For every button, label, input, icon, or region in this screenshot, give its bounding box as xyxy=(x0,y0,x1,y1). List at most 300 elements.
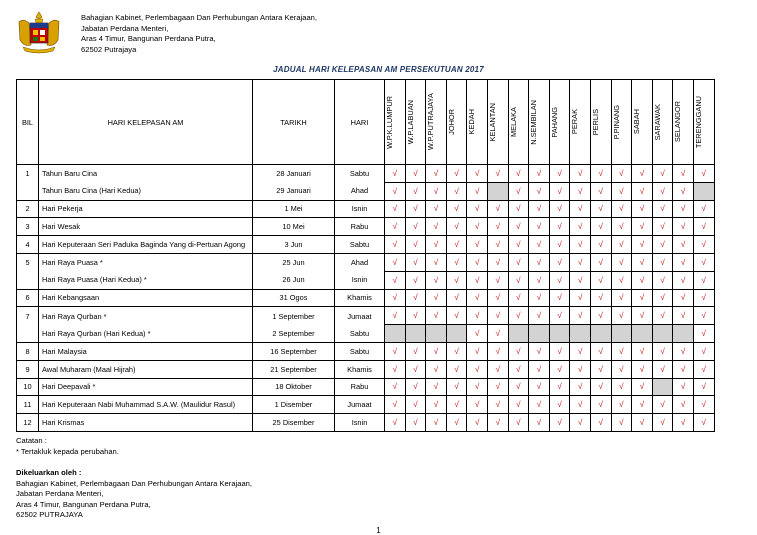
check-mark: √ xyxy=(652,165,673,183)
check-mark: √ xyxy=(611,414,632,432)
check-mark: √ xyxy=(632,414,653,432)
check-mark: √ xyxy=(529,378,550,396)
state-name: P.PINANG xyxy=(611,104,621,140)
check-mark: √ xyxy=(487,289,508,307)
check-mark: √ xyxy=(673,236,694,254)
state-name: PERAK xyxy=(570,109,580,135)
check-mark: √ xyxy=(570,307,591,325)
check-mark: √ xyxy=(673,396,694,414)
check-mark: √ xyxy=(632,289,653,307)
column-header-state xyxy=(529,80,550,165)
column-header-holiday: HARI KELEPASAN AM xyxy=(39,80,253,165)
check-mark: √ xyxy=(405,200,426,218)
grey-cell xyxy=(508,325,529,343)
column-header-state xyxy=(426,80,447,165)
header-line: Bahagian Kabinet, Perlembagaan Dan Perhubungan Antara Kerajaan, xyxy=(81,13,318,22)
row-number: 5 xyxy=(17,253,39,271)
check-mark: √ xyxy=(385,218,406,236)
holiday-date: 1 Mei xyxy=(253,200,335,218)
check-mark: √ xyxy=(405,271,426,289)
table-row xyxy=(17,378,715,396)
check-mark: √ xyxy=(426,396,447,414)
check-mark: √ xyxy=(529,200,550,218)
check-mark: √ xyxy=(467,360,488,378)
table-row xyxy=(17,396,715,414)
check-mark: √ xyxy=(487,271,508,289)
state-name: W.P.LABUAN xyxy=(405,99,415,145)
check-mark: √ xyxy=(446,200,467,218)
check-mark: √ xyxy=(673,165,694,183)
check-mark: √ xyxy=(652,342,673,360)
check-mark: √ xyxy=(590,307,611,325)
check-mark: √ xyxy=(570,289,591,307)
holiday-date: 25 Jun xyxy=(253,253,335,271)
check-mark: √ xyxy=(652,236,673,254)
check-mark: √ xyxy=(446,342,467,360)
grey-cell xyxy=(446,325,467,343)
check-mark: √ xyxy=(405,396,426,414)
check-mark: √ xyxy=(693,236,714,254)
state-name: W.P.K.LUMPUR xyxy=(385,95,394,149)
table-header-row xyxy=(17,80,715,165)
check-mark: √ xyxy=(652,218,673,236)
table-row xyxy=(17,218,715,236)
holiday-day: Jumaat xyxy=(335,396,385,414)
check-mark: √ xyxy=(405,182,426,200)
check-mark: √ xyxy=(632,236,653,254)
check-mark: √ xyxy=(508,396,529,414)
check-mark: √ xyxy=(467,414,488,432)
check-mark: √ xyxy=(487,236,508,254)
check-mark: √ xyxy=(487,253,508,271)
check-mark: √ xyxy=(652,414,673,432)
check-mark: √ xyxy=(405,360,426,378)
holiday-day: Rabu xyxy=(335,218,385,236)
check-mark: √ xyxy=(693,396,714,414)
check-mark: √ xyxy=(446,165,467,183)
check-mark: √ xyxy=(405,307,426,325)
check-mark: √ xyxy=(590,253,611,271)
check-mark: √ xyxy=(487,307,508,325)
table-row xyxy=(17,253,715,271)
check-mark: √ xyxy=(590,342,611,360)
check-mark: √ xyxy=(487,396,508,414)
check-mark: √ xyxy=(611,307,632,325)
row-number xyxy=(17,325,39,343)
check-mark: √ xyxy=(652,182,673,200)
check-mark: √ xyxy=(570,271,591,289)
check-mark: √ xyxy=(632,396,653,414)
check-mark: √ xyxy=(652,271,673,289)
check-mark: √ xyxy=(570,218,591,236)
check-mark: √ xyxy=(426,182,447,200)
check-mark: √ xyxy=(446,236,467,254)
check-mark: √ xyxy=(446,218,467,236)
check-mark: √ xyxy=(652,396,673,414)
check-mark: √ xyxy=(467,396,488,414)
check-mark: √ xyxy=(487,360,508,378)
check-mark: √ xyxy=(385,289,406,307)
grey-cell xyxy=(405,325,426,343)
check-mark: √ xyxy=(549,218,570,236)
check-mark: √ xyxy=(549,200,570,218)
check-mark: √ xyxy=(508,307,529,325)
notes-label: Catatan : xyxy=(16,436,47,445)
check-mark: √ xyxy=(426,307,447,325)
holiday-date: 10 Mei xyxy=(253,218,335,236)
check-mark: √ xyxy=(632,271,653,289)
check-mark: √ xyxy=(632,218,653,236)
check-mark: √ xyxy=(673,200,694,218)
check-mark: √ xyxy=(611,360,632,378)
grey-cell xyxy=(632,325,653,343)
check-mark: √ xyxy=(467,165,488,183)
holiday-name: Hari Wesak xyxy=(39,218,253,236)
state-name: N.SEMBILAN xyxy=(529,99,539,145)
check-mark: √ xyxy=(693,165,714,183)
column-header-state xyxy=(611,80,632,165)
check-mark: √ xyxy=(385,360,406,378)
check-mark: √ xyxy=(611,342,632,360)
check-mark: √ xyxy=(590,165,611,183)
check-mark: √ xyxy=(467,289,488,307)
holiday-date: 1 Disember xyxy=(253,396,335,414)
check-mark: √ xyxy=(549,253,570,271)
check-mark: √ xyxy=(405,218,426,236)
row-number: 8 xyxy=(17,342,39,360)
check-mark: √ xyxy=(673,360,694,378)
holiday-date: 16 September xyxy=(253,342,335,360)
check-mark: √ xyxy=(590,360,611,378)
check-mark: √ xyxy=(693,378,714,396)
check-mark: √ xyxy=(426,200,447,218)
check-mark: √ xyxy=(529,165,550,183)
holiday-date: 1 September xyxy=(253,307,335,325)
holiday-day: Sabtu xyxy=(335,165,385,183)
check-mark: √ xyxy=(467,182,488,200)
header-line: Aras 4 Timur, Bangunan Perdana Putra, xyxy=(81,34,216,44)
check-mark: √ xyxy=(673,289,694,307)
grey-cell xyxy=(652,325,673,343)
check-mark: √ xyxy=(508,342,529,360)
column-header-state xyxy=(632,80,653,165)
check-mark: √ xyxy=(611,236,632,254)
table-row xyxy=(17,307,715,325)
check-mark: √ xyxy=(529,289,550,307)
page-number: 1 xyxy=(376,526,381,535)
state-name: TERENGGANU xyxy=(693,95,703,149)
check-mark: √ xyxy=(549,182,570,200)
check-mark: √ xyxy=(385,342,406,360)
check-mark: √ xyxy=(467,307,488,325)
check-mark: √ xyxy=(632,342,653,360)
grey-cell xyxy=(590,325,611,343)
row-number xyxy=(17,182,39,200)
state-name: SELANGOR xyxy=(673,101,683,143)
notes-section xyxy=(16,436,119,457)
holiday-name: Hari Kebangsaan xyxy=(39,289,253,307)
check-mark: √ xyxy=(529,218,550,236)
holiday-date: 28 Januari xyxy=(253,165,335,183)
holiday-day: Ahad xyxy=(335,253,385,271)
check-mark: √ xyxy=(611,396,632,414)
grey-cell xyxy=(487,182,508,200)
check-mark: √ xyxy=(405,289,426,307)
check-mark: √ xyxy=(590,271,611,289)
table-row xyxy=(17,182,715,200)
holiday-date: 3 Jun xyxy=(253,236,335,254)
check-mark: √ xyxy=(590,396,611,414)
holiday-day: Rabu xyxy=(335,378,385,396)
check-mark: √ xyxy=(673,271,694,289)
check-mark: √ xyxy=(385,271,406,289)
check-mark: √ xyxy=(673,182,694,200)
check-mark: √ xyxy=(426,360,447,378)
column-header-state xyxy=(570,80,591,165)
check-mark: √ xyxy=(508,182,529,200)
check-mark: √ xyxy=(570,378,591,396)
grey-cell xyxy=(570,325,591,343)
check-mark: √ xyxy=(529,236,550,254)
holiday-name: Awal Muharam (Maal Hijrah) xyxy=(39,360,253,378)
state-name: SARAWAK xyxy=(652,103,662,141)
check-mark: √ xyxy=(570,342,591,360)
column-header-bil: BIL xyxy=(17,80,39,165)
check-mark: √ xyxy=(426,342,447,360)
check-mark: √ xyxy=(426,165,447,183)
holiday-name: Hari Keputeraan Seri Paduka Baginda Yang di-Pertuan Agong xyxy=(39,236,253,254)
check-mark: √ xyxy=(467,271,488,289)
check-mark: √ xyxy=(549,307,570,325)
column-header-date: TARIKH xyxy=(253,80,335,165)
check-mark: √ xyxy=(693,271,714,289)
holiday-day: Isnin xyxy=(335,200,385,218)
check-mark: √ xyxy=(385,200,406,218)
grey-cell xyxy=(549,325,570,343)
check-mark: √ xyxy=(673,378,694,396)
state-name: KEDAH xyxy=(467,109,477,135)
check-mark: √ xyxy=(529,396,550,414)
holiday-day: Khamis xyxy=(335,289,385,307)
check-mark: √ xyxy=(467,253,488,271)
notes-item: * Tertakluk kepada perubahan. xyxy=(16,446,119,456)
check-mark: √ xyxy=(508,289,529,307)
row-number: 7 xyxy=(17,307,39,325)
holiday-date: 25 Disember xyxy=(253,414,335,432)
check-mark: √ xyxy=(529,360,550,378)
column-header-state xyxy=(446,80,467,165)
check-mark: √ xyxy=(549,271,570,289)
check-mark: √ xyxy=(487,342,508,360)
check-mark: √ xyxy=(570,182,591,200)
check-mark: √ xyxy=(405,253,426,271)
check-mark: √ xyxy=(570,200,591,218)
check-mark: √ xyxy=(652,360,673,378)
grey-cell xyxy=(385,325,406,343)
row-number: 11 xyxy=(17,396,39,414)
row-number: 12 xyxy=(17,414,39,432)
check-mark: √ xyxy=(611,289,632,307)
check-mark: √ xyxy=(570,236,591,254)
check-mark: √ xyxy=(405,378,426,396)
check-mark: √ xyxy=(632,165,653,183)
check-mark: √ xyxy=(426,271,447,289)
table-body xyxy=(17,165,715,432)
holiday-name: Hari Raya Qurban * xyxy=(39,307,253,325)
row-number: 3 xyxy=(17,218,39,236)
issuer-line: Bahagian Kabinet, Perlembagaan Dan Perhubungan Antara Kerajaan, xyxy=(16,478,253,488)
holiday-date: 31 Ogos xyxy=(253,289,335,307)
check-mark: √ xyxy=(693,218,714,236)
holiday-date: 2 September xyxy=(253,325,335,343)
check-mark: √ xyxy=(590,378,611,396)
issuer-section xyxy=(16,468,252,521)
holiday-name: Hari Krismas xyxy=(39,414,253,432)
check-mark: √ xyxy=(508,218,529,236)
check-mark: √ xyxy=(446,182,467,200)
state-name: KELANTAN xyxy=(487,102,497,142)
check-mark: √ xyxy=(590,236,611,254)
check-mark: √ xyxy=(529,414,550,432)
holiday-day: Sabtu xyxy=(335,325,385,343)
table-row xyxy=(17,325,715,343)
check-mark: √ xyxy=(549,414,570,432)
check-mark: √ xyxy=(385,236,406,254)
state-name: SABAH xyxy=(632,109,642,135)
check-mark: √ xyxy=(508,165,529,183)
check-mark: √ xyxy=(632,182,653,200)
check-mark: √ xyxy=(426,236,447,254)
check-mark: √ xyxy=(652,200,673,218)
check-mark: √ xyxy=(446,271,467,289)
check-mark: √ xyxy=(446,253,467,271)
check-mark: √ xyxy=(529,271,550,289)
table-row xyxy=(17,200,715,218)
check-mark: √ xyxy=(549,342,570,360)
state-name: PAHANG xyxy=(549,106,559,138)
holiday-name: Hari Keputeraan Nabi Muhammad S.A.W. (Maulidur Rasul) xyxy=(39,396,253,414)
grey-cell xyxy=(611,325,632,343)
check-mark: √ xyxy=(652,307,673,325)
issuer-line: Aras 4 Timur, Bangunan Perdana Putra, xyxy=(16,499,151,509)
issuer-line: 62502 PUTRAJAYA xyxy=(16,510,83,520)
check-mark: √ xyxy=(673,218,694,236)
check-mark: √ xyxy=(426,218,447,236)
column-header-state xyxy=(508,80,529,165)
check-mark: √ xyxy=(590,218,611,236)
check-mark: √ xyxy=(508,360,529,378)
check-mark: √ xyxy=(426,414,447,432)
check-mark: √ xyxy=(549,378,570,396)
check-mark: √ xyxy=(487,414,508,432)
row-number xyxy=(17,271,39,289)
header-address xyxy=(81,13,317,55)
check-mark: √ xyxy=(385,165,406,183)
check-mark: √ xyxy=(385,307,406,325)
check-mark: √ xyxy=(405,236,426,254)
issuer-label: Dikeluarkan oleh : xyxy=(16,468,82,477)
row-number: 6 xyxy=(17,289,39,307)
document-title: JADUAL HARI KELEPASAN AM PERSEKUTUAN 2017 xyxy=(273,65,484,74)
check-mark: √ xyxy=(529,307,550,325)
row-number: 1 xyxy=(17,165,39,183)
holiday-day: Sabtu xyxy=(335,342,385,360)
holiday-name: Tahun Baru Cina (Hari Kedua) xyxy=(39,182,253,200)
check-mark: √ xyxy=(487,378,508,396)
holiday-name: Hari Deepavali * xyxy=(39,378,253,396)
check-mark: √ xyxy=(467,218,488,236)
check-mark: √ xyxy=(487,200,508,218)
check-mark: √ xyxy=(693,325,714,343)
check-mark: √ xyxy=(549,289,570,307)
holiday-day: Isnin xyxy=(335,414,385,432)
check-mark: √ xyxy=(673,307,694,325)
check-mark: √ xyxy=(385,378,406,396)
check-mark: √ xyxy=(467,325,488,343)
check-mark: √ xyxy=(405,165,426,183)
check-mark: √ xyxy=(652,289,673,307)
check-mark: √ xyxy=(529,253,550,271)
holiday-day: Jumaat xyxy=(335,307,385,325)
check-mark: √ xyxy=(570,414,591,432)
check-mark: √ xyxy=(590,289,611,307)
check-mark: √ xyxy=(632,378,653,396)
row-number: 2 xyxy=(17,200,39,218)
check-mark: √ xyxy=(405,342,426,360)
check-mark: √ xyxy=(426,253,447,271)
check-mark: √ xyxy=(611,200,632,218)
column-header-day: HARI xyxy=(335,80,385,165)
check-mark: √ xyxy=(467,200,488,218)
check-mark: √ xyxy=(385,182,406,200)
check-mark: √ xyxy=(426,289,447,307)
table-row xyxy=(17,360,715,378)
table-row xyxy=(17,165,715,183)
column-header-state xyxy=(549,80,570,165)
table-row xyxy=(17,342,715,360)
table-row xyxy=(17,289,715,307)
coat-of-arms-emblem xyxy=(15,10,63,54)
check-mark: √ xyxy=(611,182,632,200)
holiday-date: 18 Oktober xyxy=(253,378,335,396)
check-mark: √ xyxy=(385,396,406,414)
check-mark: √ xyxy=(549,396,570,414)
grey-cell xyxy=(652,378,673,396)
check-mark: √ xyxy=(446,360,467,378)
check-mark: √ xyxy=(508,414,529,432)
holiday-date: 29 Januari xyxy=(253,182,335,200)
check-mark: √ xyxy=(549,165,570,183)
check-mark: √ xyxy=(467,236,488,254)
check-mark: √ xyxy=(405,414,426,432)
check-mark: √ xyxy=(693,414,714,432)
check-mark: √ xyxy=(549,360,570,378)
holiday-date: 26 Jun xyxy=(253,271,335,289)
check-mark: √ xyxy=(467,378,488,396)
check-mark: √ xyxy=(570,396,591,414)
check-mark: √ xyxy=(693,342,714,360)
row-number: 9 xyxy=(17,360,39,378)
check-mark: √ xyxy=(487,218,508,236)
state-name: JOHOR xyxy=(446,109,456,135)
check-mark: √ xyxy=(508,200,529,218)
check-mark: √ xyxy=(446,396,467,414)
check-mark: √ xyxy=(508,271,529,289)
check-mark: √ xyxy=(529,182,550,200)
check-mark: √ xyxy=(611,165,632,183)
holiday-name: Hari Raya Puasa * xyxy=(39,253,253,271)
check-mark: √ xyxy=(673,253,694,271)
